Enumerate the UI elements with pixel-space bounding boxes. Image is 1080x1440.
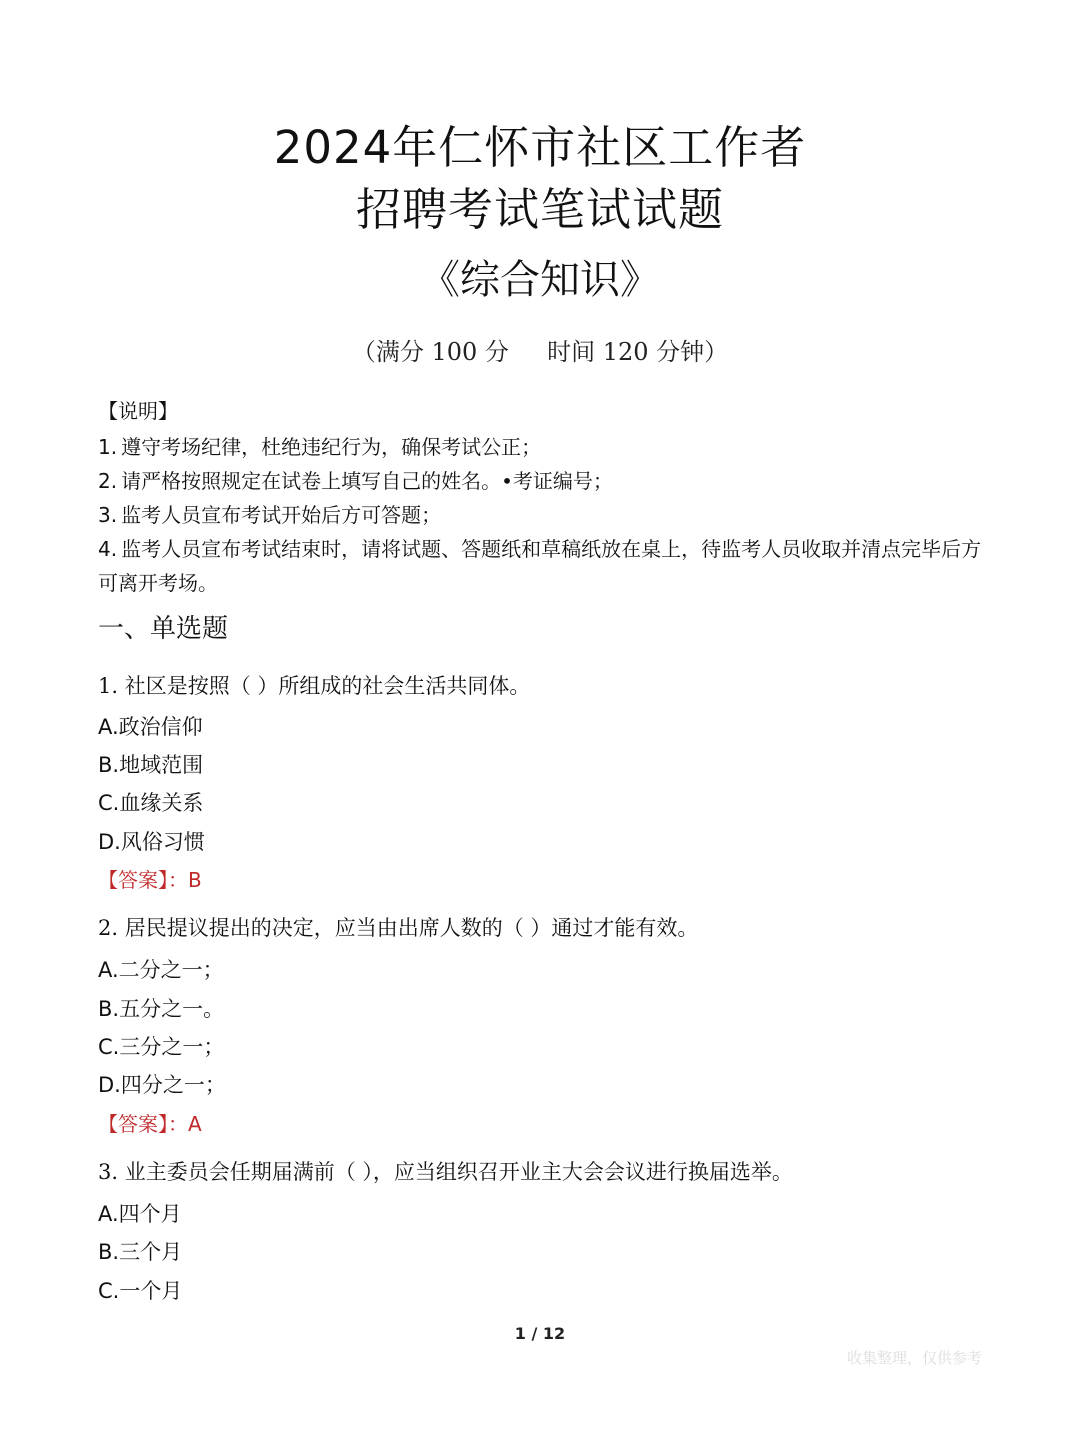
title-line-1: 2024年仁怀市社区工作者 (273, 121, 807, 174)
instruction-number: 1. (98, 435, 118, 459)
question-stem: 3. 业主委员会任期届满前（ ），应当组织召开业主大会会议进行换届选举。 (98, 1160, 793, 1184)
instruction-text: 监考人员宣布考试开始后方可答题； (121, 503, 442, 527)
answer (98, 1109, 202, 1139)
answer (98, 865, 202, 895)
option-c: C.三分之一； (98, 1035, 225, 1059)
answer-label: 【答案】： (98, 1112, 188, 1136)
option-d: D.四分之一； (98, 1073, 226, 1097)
title-line-2: 招聘考试笔试试题 (355, 183, 724, 236)
option-a: A.二分之一； (98, 958, 224, 982)
instruction-item (98, 532, 988, 600)
instruction-text: 请严格按照规定在试卷上填写自己的姓名。•考证编号； (121, 469, 613, 493)
section-title: 一、单选题 (98, 614, 229, 644)
instructions-heading: 【说明】 (98, 399, 178, 423)
option-b: B.地域范围 (98, 753, 204, 777)
page-number: 1 / 12 (514, 1324, 566, 1343)
option-d: D.风俗习惯 (98, 830, 205, 854)
watermark: 收集整理，仅供参考 (846, 1349, 982, 1367)
score-time-info: （满分 100 分 时间 120 分钟） (351, 338, 729, 366)
option-b: B.五分之一。 (98, 997, 225, 1021)
option-a: A.四个月 (98, 1202, 182, 1226)
question-stem: 1. 社区是按照（ ）所组成的社会生活共同体。 (98, 674, 531, 698)
instruction-text: 遵守考场纪律，杜绝违纪行为，确保考试公正； (121, 435, 542, 459)
instruction-text: 监考人员宣布考试结束时，请将试题、答题纸和草稿纸放在桌上，待监考人员收取并清点完毕后方可离开考场。 (98, 537, 982, 595)
instruction-item (98, 498, 988, 532)
question-stem: 2. 居民提议提出的决定，应当由出席人数的（ ）通过才能有效。 (98, 916, 699, 940)
option-c: C.血缘关系 (98, 791, 204, 815)
instruction-item (98, 464, 988, 498)
answer-value: A (188, 1112, 202, 1136)
instruction-item (98, 430, 988, 464)
instruction-number: 3. (98, 503, 118, 527)
answer-label: 【答案】： (98, 868, 188, 892)
answer-value: B (188, 868, 202, 892)
instruction-number: 2. (98, 469, 118, 493)
option-a: A.政治信仰 (98, 715, 203, 739)
option-b: B.三个月 (98, 1240, 183, 1264)
subtitle: 《综合知识》 (420, 257, 660, 303)
option-c: C.一个月 (98, 1279, 183, 1303)
instruction-number: 4. (98, 537, 118, 561)
